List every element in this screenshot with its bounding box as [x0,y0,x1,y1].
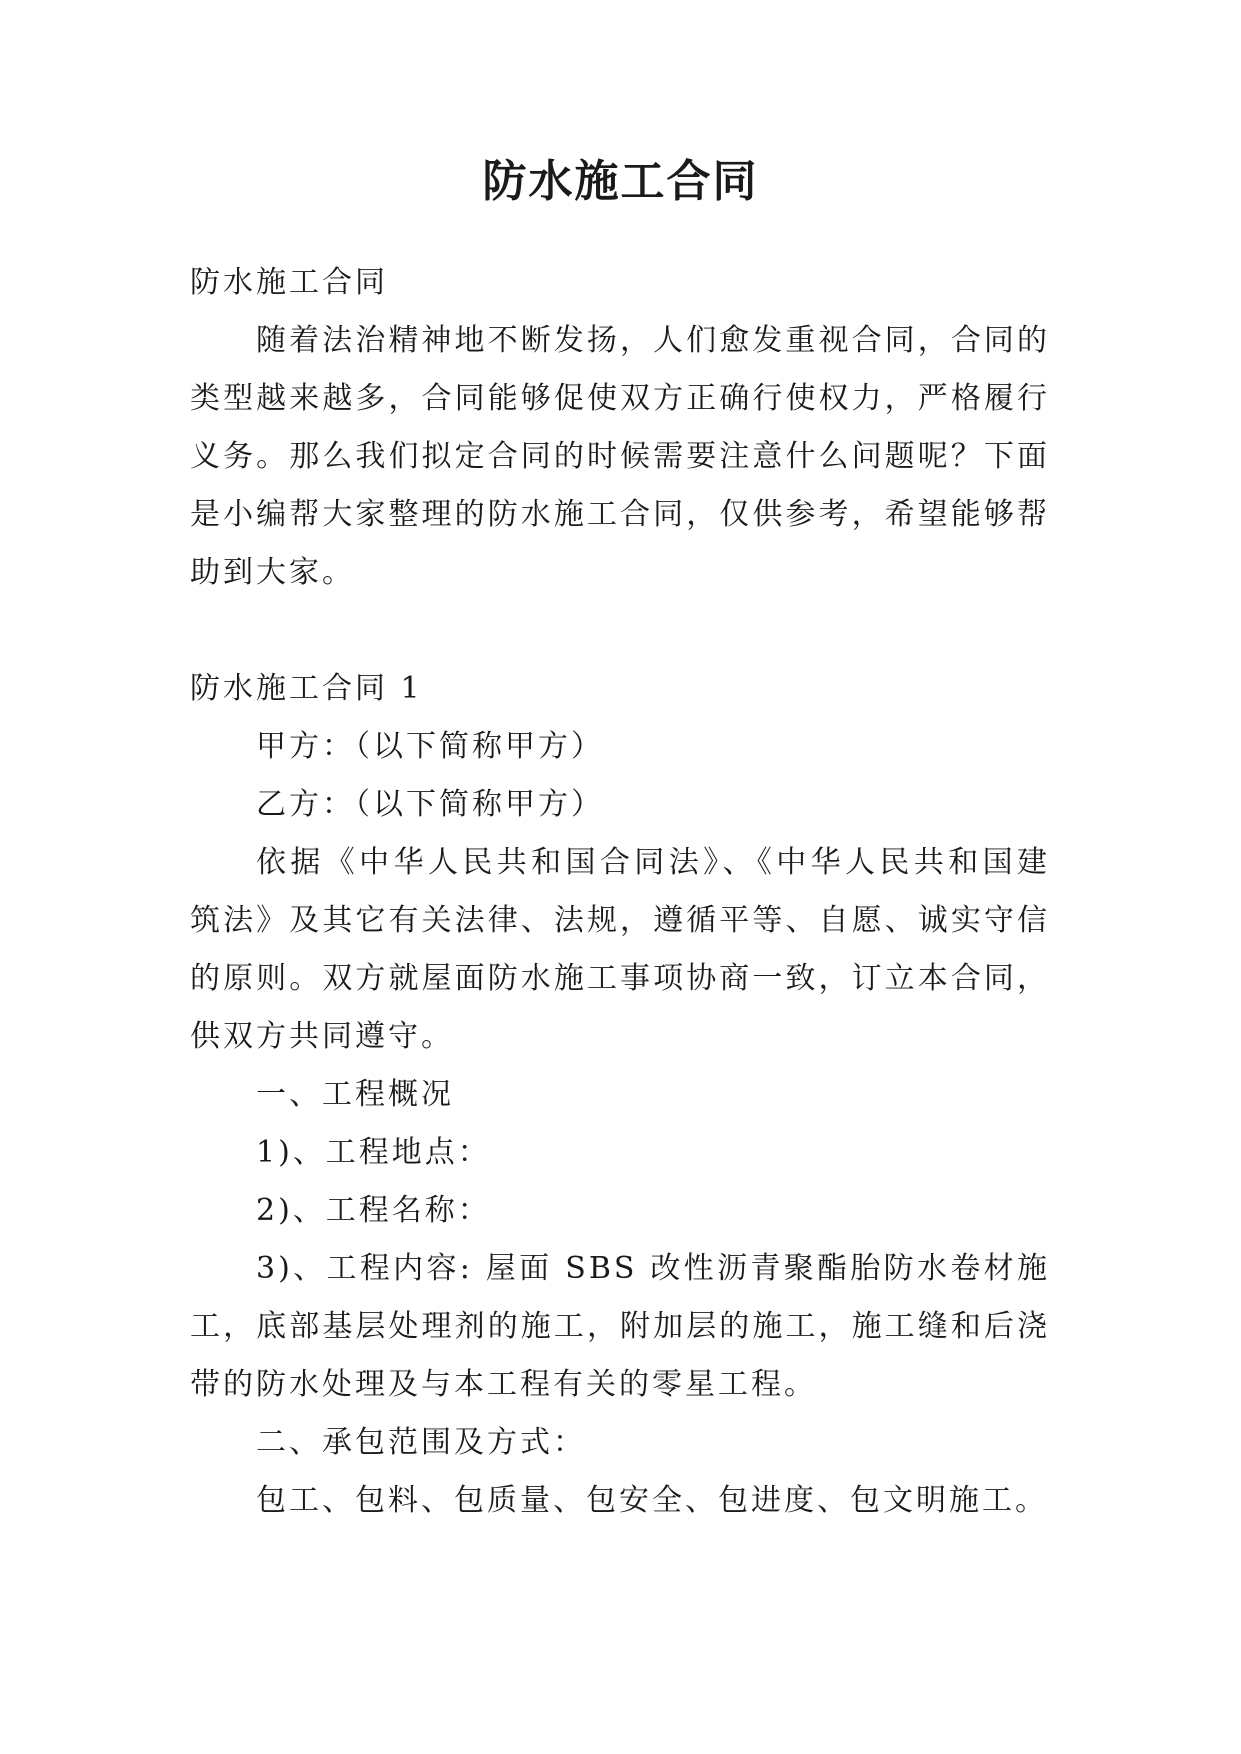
clause2-heading: 二、承包范围及方式： [256,1425,586,1460]
basis-paragraph: 依据《中华人民共和国合同法》、《中华人民共和国建筑法》及其它有关法律、法规，遵循平等、自愿、诚实守信的原则。双方就屋面防水施工事项协商一致，订立本合同，供双方共同遵守。 [190,845,1050,1054]
intro-heading: 防水施工合同 [190,265,388,300]
intro-paragraph: 随着法治精神地不断发扬，人们愈发重视合同，合同的类型越来越多，合同能够促使双方正确行使权力，严格履行义务。那么我们拟定合同的时候需要注意什么问题呢？下面是小编帮大家整理的防水施工合同，仅供参考，希望能够帮助到大家。 [190,323,1050,590]
clause2-text: 包工、包料、包质量、包安全、包进度、包文明施工。 [256,1483,1048,1518]
clause1-heading: 一、工程概况 [256,1077,454,1112]
section1-heading: 防水施工合同 1 [190,671,423,706]
document-body [190,254,1050,1530]
party-a-line: 甲方：（以下简称甲方） [256,729,604,764]
document-title: 防水施工合同 [482,156,759,207]
party-b-line: 乙方：（以下简称甲方） [256,787,604,822]
clause1-item-name: 2)、工程名称： [256,1193,491,1228]
paragraph-gap [190,602,1050,660]
clause1-item-location: 1)、工程地点： [256,1135,491,1170]
clause1-item-content: 3)、工程内容: 屋面 SBS 改性沥青聚酯胎防水卷材施工，底部基层处理剂的施工，附加层的施工，施工缝和后浇带的防水处理及与本工程有关的零星工程。 [190,1251,1050,1402]
